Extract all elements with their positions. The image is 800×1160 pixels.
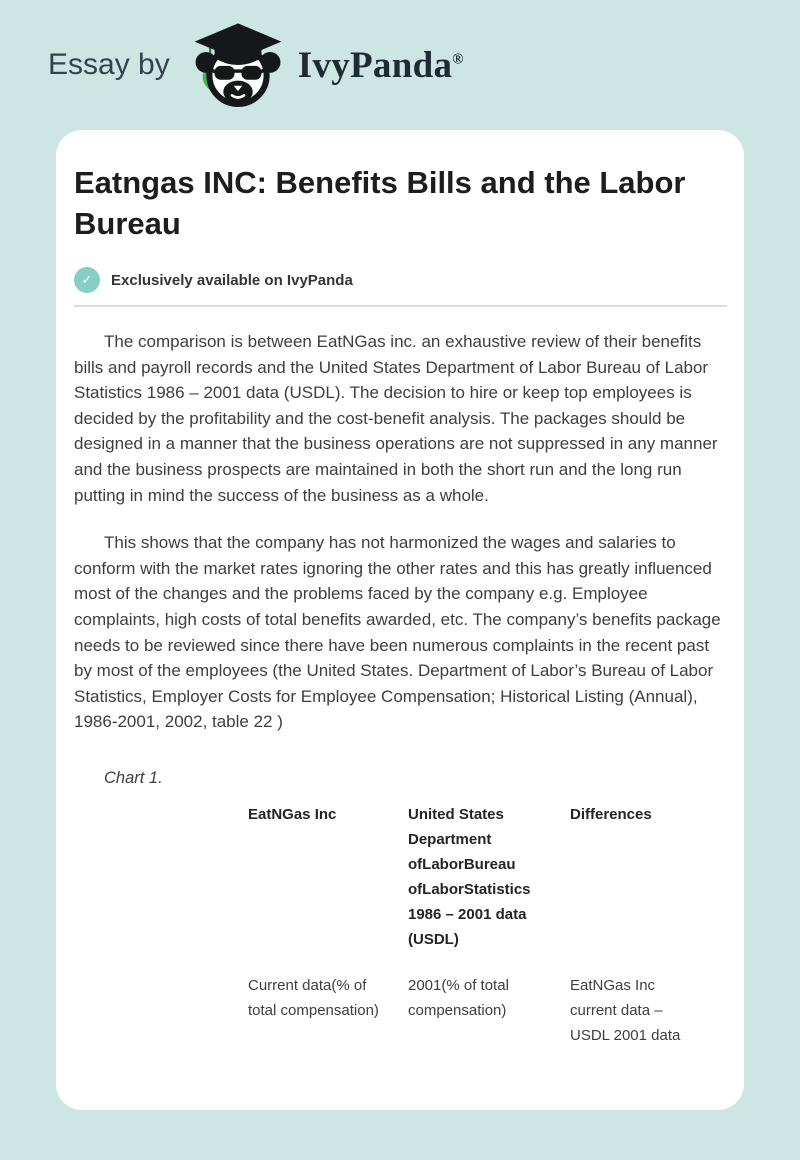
header-divider [74, 305, 727, 307]
table-header-usdl: United States Department ofLaborBureau ofLaborStatistics 1986 – 2001 data (USDL) [408, 805, 531, 948]
table-cell-empty [74, 973, 248, 1048]
table-cell-difference-desc: EatNGas Inc current data – USDL 2001 data [570, 976, 681, 1044]
exclusive-badge-label: Exclusively available on IvyPanda [111, 271, 353, 289]
table-header-eatngas: EatNGas Inc [248, 805, 337, 823]
site-header [0, 0, 800, 130]
chart-caption: Chart 1. [104, 768, 163, 787]
exclusive-badge [74, 267, 727, 293]
check-glyph: ✓ [81, 272, 93, 287]
ivypanda-brand-wordmark [298, 44, 464, 87]
essay-by-label: Essay by [48, 48, 170, 81]
comparison-table [74, 802, 727, 1048]
table-row [74, 973, 727, 1048]
table-header-differences: Differences [570, 805, 652, 823]
ivypanda-panda-logo-icon [186, 21, 290, 109]
page-title: Eatngas INC: Benefits Bills and the Labor Bureau [74, 165, 686, 241]
glasses-icon [214, 66, 234, 80]
brand-text: IvyPanda [297, 44, 453, 86]
table-cell-usdl-2001: 2001(% of total compensation) [408, 976, 509, 1019]
registered-trademark-symbol: ® [452, 51, 464, 68]
table-cell-eatngas-current: Current data(% of total compensation) [248, 976, 379, 1019]
comparison-table-header-row [74, 802, 727, 973]
table-header-empty [74, 802, 248, 973]
essay-paragraph-2: This shows that the company has not harmonized the wages and salaries to conform with the market rates ignoring the other rates and this has greatly influenced most of the changes and the problems faced by the company e.g. Employee complaints, high costs of total benefits awarded, etc. The company’s benefits package needs to be reviewed since there have been numerous complaints in the recent past by most of the employees (the United States. Department of Labor’s Bureau of Labor Statistics, Employer Costs for Employee Compensation; Historical Listing (Annual), 1986-2001, 2002, table 22 ) [74, 533, 721, 732]
check-circle-icon [74, 267, 100, 293]
essay-card [56, 130, 744, 1110]
essay-paragraph-1: The comparison is between EatNGas inc. an exhaustive review of their benefits bills and payroll records and the United States Department of Labor Bureau of Labor Statistics 1986 – 2001 data (USDL). The decision to hire or keep top employees is decided by the profitability and the cost-benefit analysis. The packages should be designed in a manner that the business operations are not suppressed in any manner and the business prospects are maintained in both the short run and the long run putting in mind the success of the business as a whole. [74, 332, 718, 505]
